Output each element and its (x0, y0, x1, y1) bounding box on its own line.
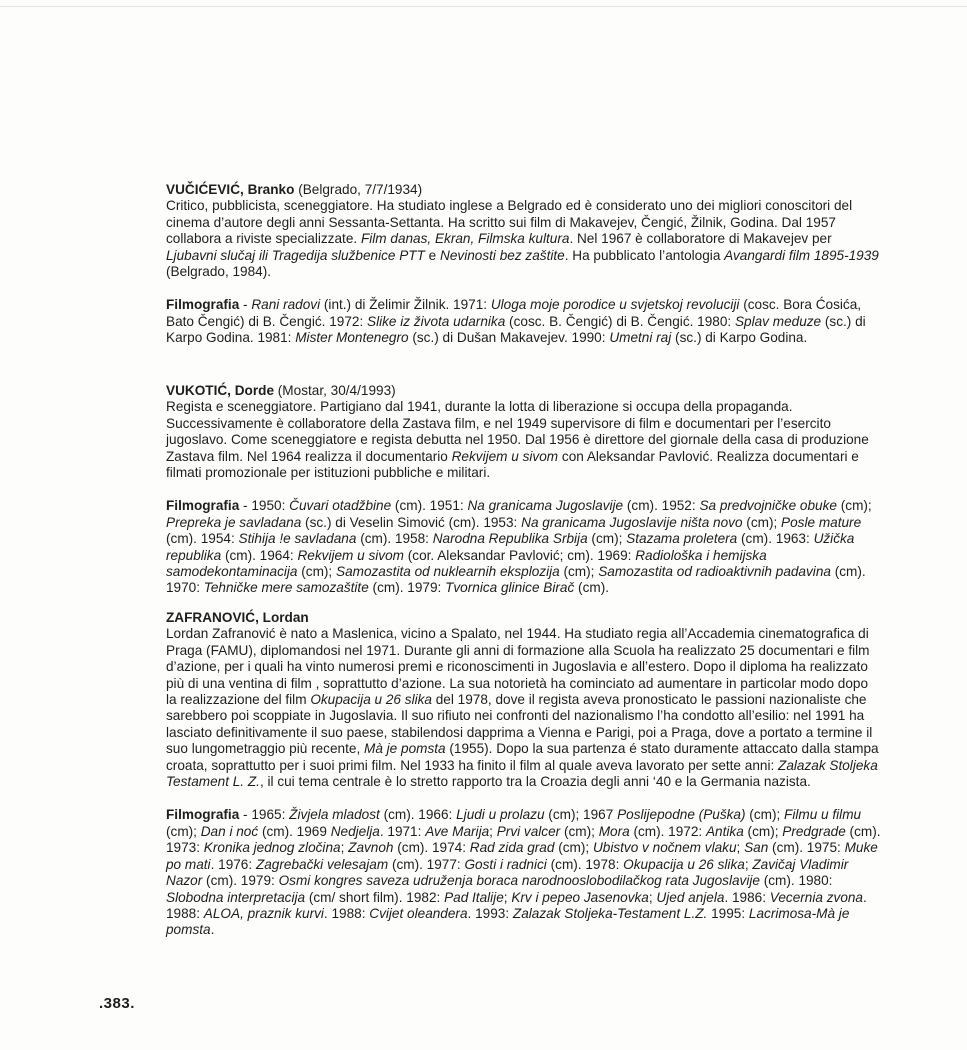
text-run: (cm); (297, 564, 336, 580)
italic-title-run: Lacrimosa-Mà je pomsta (166, 905, 850, 938)
italic-title-run: ALOA, praznik kurvi (203, 905, 324, 921)
italic-title-run: Živjela mladost (289, 807, 380, 823)
italic-title-run: Osmi kongres saveza udruženja boraca narodnooslobodilačkog rata Jugoslavije (278, 873, 760, 889)
text-run: (Belgrado, 1984). (166, 264, 272, 280)
italic-title-run: Na granicama Jugoslavije (467, 498, 624, 514)
text-run: . 1976: (210, 856, 256, 872)
text-run: . Nel 1967 è collaboratore di Makavejev per (569, 231, 832, 247)
text-run: 1995: (707, 905, 749, 921)
text-run: (cor. Aleksandar Pavlović; cm). 1969: (404, 547, 636, 563)
text-run: (cm). 1952: (623, 498, 700, 514)
italic-title-run: Slobodna interpretacija (166, 889, 306, 905)
text-run: (cm); (836, 498, 872, 514)
italic-title-run: Narodna Republika Srbija (432, 531, 588, 547)
italic-title-run: Čuvari otadžbine (289, 498, 392, 514)
text-run: (cm). 1963: (737, 531, 814, 547)
entry-filmography (166, 807, 882, 938)
filmography-label: Filmografia (166, 297, 240, 313)
text-run: (cm). 1980: (759, 873, 833, 889)
italic-title-run: Slike iz života udarnika (367, 313, 506, 329)
filmography-text (166, 498, 872, 595)
entry-meta: (Belgrado, 7/7/1934) (294, 182, 423, 197)
italic-title-run: Zagrebački velesajam (255, 856, 389, 872)
text-run: ; (744, 856, 753, 872)
entry-name: VUKOTIĆ, Dorde (166, 383, 274, 398)
italic-title-run: Tehničke mere samozaštite (203, 580, 369, 596)
entry-bio (166, 198, 882, 280)
entry-vucicevic (166, 182, 882, 347)
italic-title-run: Stihija !e savladana (238, 531, 357, 547)
text-run: (cm). 1970: (166, 564, 866, 596)
italic-title-run: Filmu u filmu (784, 807, 862, 823)
filmography-text (166, 807, 881, 937)
text-run: ; (340, 840, 349, 856)
text-run: (cm). 1973: (166, 823, 881, 856)
italic-title-run: Avangardi film 1895-1939 (724, 247, 879, 263)
entry-bio (166, 626, 882, 790)
italic-title-run: Krv i pepeo Jasenovka (511, 889, 649, 905)
italic-title-run: Umetni raj (609, 330, 672, 346)
italic-title-run: Rekvijem u sivom (297, 547, 404, 563)
italic-title-run: Rekvijem u sivom (451, 448, 559, 464)
italic-title-run: Predgrade (782, 823, 846, 839)
italic-title-run: Zavnoh (348, 840, 394, 856)
italic-title-run: Uloga moje porodice u svjetskoj revoluciji (490, 297, 740, 313)
text-run: (cm). 1975: (768, 840, 845, 856)
italic-title-run: Pad Italije (444, 889, 504, 905)
italic-title-run: Prvi valcer (496, 823, 561, 839)
entry-heading (166, 182, 882, 198)
italic-title-run: Muke po mati (166, 840, 878, 872)
italic-title-run: Užička republika (166, 531, 855, 563)
entry-heading (166, 610, 882, 626)
text-run: - (239, 297, 252, 313)
filmography-text (166, 297, 866, 345)
text-run: (cm); (560, 823, 599, 839)
text-run: (cm); (166, 823, 201, 839)
italic-title-run: Na granicama Jugoslavije ništa novo (521, 514, 743, 530)
italic-title-run: Samozastita od radioaktivnih padavina (598, 564, 831, 580)
italic-title-run: Splav meduze (734, 313, 822, 329)
text-run: (cm). (574, 580, 609, 596)
text-run: . (210, 922, 215, 938)
text-run: (cm); 1967 (544, 807, 618, 823)
italic-title-run: Posle mature (781, 514, 862, 530)
text-run: (cm); (559, 564, 599, 580)
text-run: ; (736, 840, 745, 856)
text-run: (cm). 1951: (391, 498, 468, 514)
text-run: (cm/ short film). 1982: (305, 889, 445, 905)
italic-title-run: Mà je pomsta (364, 741, 446, 757)
italic-title-run: Zavičaj Vladimir Nazor (166, 856, 849, 889)
italic-title-run: Poslijepodne (Puška) (617, 807, 746, 823)
text-run: (sc.) di Karpo Godina. (671, 330, 808, 346)
italic-title-run: Film danas, Ekran, Filmska kultura (360, 231, 570, 247)
italic-title-run: Stazama proletera (626, 531, 738, 547)
italic-title-run: Nevinosti bez zaštite (440, 247, 565, 263)
text-run: ; (648, 889, 657, 905)
italic-title-run: Nedjelja (330, 823, 380, 839)
text-run: (cm). 1979: (202, 873, 279, 889)
entry-heading (166, 383, 882, 399)
italic-title-run: Prepreka je savladana (166, 514, 302, 530)
italic-title-run: Dan i noć (200, 823, 259, 839)
text-run: - 1950: (239, 498, 290, 514)
text-run: . 1971: (379, 823, 426, 839)
entry-filmography (166, 297, 882, 346)
italic-title-run: Cvijet oleandera (369, 905, 468, 921)
text-run: . Ha pubblicato l’antologia (564, 247, 725, 263)
entry-name: VUČIĆEVIĆ, Branko (166, 182, 295, 197)
text-run: (sc.) di Karpo Godina. 1981: (166, 313, 866, 346)
italic-title-run: Zalazak Stoljeka-Testament L.Z. (512, 905, 708, 921)
entry-bio (166, 399, 882, 481)
text-run: (cm). 1979: (368, 580, 446, 596)
italic-title-run: San (744, 840, 769, 856)
text-run: ; (489, 823, 497, 839)
italic-title-run: Antika (705, 823, 744, 839)
text-run: (cm). 1969 (258, 823, 331, 839)
text-run: Critico, pubblicista, sceneggiatore. Ha studiato inglese a Belgrado ed è considerato uno dei migliori conoscitori del cinema d’autore degli anni Sessanta-Settanta. Ha scritto sui film di Makavejev, Čengić, Žilnik, Godina. Dal 1957 collabora a riviste specializzate. (166, 198, 853, 247)
italic-title-run: Mora (598, 823, 630, 839)
text-run: (cm). 1954: (166, 531, 239, 547)
entry-vukotic (166, 383, 882, 597)
text-run: del 1978, dove il regista aveva pronosticato le passioni nazionaliste che sarebbero poi scoppiate in Jugoslavia. Il suo rifiuto nei confronti del nazionalismo l’ha condotto all’esilio: nel 1991 ha lasciato definitivamente il suo paese, stabilendosi dapprima a Vienna e Parigi, poi a Praga, dove a portato a termine il suo lungometraggio più recente, (166, 692, 873, 757)
italic-title-run: Ubistvo v nočnem vlaku (592, 840, 737, 856)
text-run: . 1986: (724, 889, 770, 905)
text-run: (cm). 1958: (356, 531, 433, 547)
text-run: (cm). 1978: (546, 856, 624, 872)
entry-meta: (Mostar, 30/4/1993) (274, 383, 396, 398)
italic-title-run: Kronika jednog zločina (203, 840, 341, 856)
text-run: con Aleksandar Pavlović. Realizza documentari e filmati promozionale per istituzioni pubbliche e militari. (166, 448, 859, 481)
italic-title-run: Mister Montenegro (295, 330, 409, 346)
italic-title-run: Tvornica glinice Birač (445, 580, 575, 596)
text-run: . 1988: (166, 889, 867, 921)
filmography-label: Filmografia (166, 498, 240, 514)
filmography-label: Filmografia (166, 807, 240, 823)
text-run: (cm). 1964: (221, 547, 298, 563)
text-run: (cm); (743, 823, 783, 839)
italic-title-run: Ave Marija (425, 823, 490, 839)
text-run: (cosc. B. Čengić) di B. Čengić. 1980: (505, 313, 735, 329)
italic-title-run: Rani radovi (251, 297, 321, 313)
entry-zafranovic (166, 610, 882, 939)
italic-title-run: Okupacija u 26 slika (623, 856, 745, 872)
text-run: (cm). 1974: (393, 840, 470, 856)
entry-name: ZAFRANOVIĆ, Lordan (166, 610, 309, 625)
text-run: (sc.) di Dušan Makavejev. 1990: (408, 330, 610, 346)
text-run: - 1965: (239, 807, 290, 823)
text-run: Regista e sceneggiatore. Partigiano dal 1941, durante la lotta di liberazione si occupa della propaganda. Successivamente è collaboratore della Zastava film, e nel 1949 supervisore di film e documentari per l’esercito jugoslavo. Come sceneggiatore e regista debutta nel 1950. Dal 1956 è direttore del giornale della casa di produzione Zastava film. Nel 1964 realizza il documentario (166, 399, 869, 464)
text-run: . 1988: (323, 905, 370, 921)
entry-filmography (166, 498, 882, 596)
text-run: (cosc. Bora Ćosića, Bato Čengić) di B. Čengić. 1972: (166, 297, 862, 329)
italic-title-run: Radiološka i hemijska samodekontaminacija (166, 547, 767, 580)
text-run: (cm); (554, 840, 593, 856)
text-run: e (424, 247, 441, 263)
text-run: (int.) di Želimir Žilnik. 1971: (320, 297, 491, 313)
text-run: (cm); (742, 514, 782, 530)
text-run: (sc.) di Veselin Simović (cm). 1953: (301, 514, 522, 530)
text-run: ; (503, 889, 512, 905)
italic-title-run: Vecernia zvona (769, 889, 863, 905)
italic-title-run: Rad zida grad (469, 840, 555, 856)
italic-title-run: Gosti i radnici (464, 856, 547, 872)
italic-title-run: Samozastita od nuklearnih eksplozija (336, 564, 560, 580)
top-rule (0, 6, 967, 7)
italic-title-run: Ujed anjela (656, 889, 725, 905)
text-run: (cm); (587, 531, 627, 547)
text-run: Lordan Zafranović è nato a Maslenica, vicino a Spalato, nel 1944. Ha studiato regia all’Accademia cinematografica di Praga (FAMU), diplomandosi nel 1971. Durante gli anni di formazione alla Scuola ha realizzato 25 documentari e film d’azione, per i quali ha vinto numerosi premi e riconoscimenti in Jugoslavia e all’estero. Dopo il diploma ha realizzato più di una ventina di film , soprattutto d’azione. La sua notorietà ha cominciato ad aumentare in particolar modo dopo la realizzazione del film (166, 626, 870, 708)
page-number: .383. (99, 995, 135, 1012)
text-run: (cm). 1977: (388, 856, 465, 872)
text-run: (cm). 1966: (379, 807, 457, 823)
text-run: . 1993: (467, 905, 513, 921)
italic-title-run: Okupacija u 26 slika (310, 692, 432, 708)
italic-title-run: Sa predvojničke obuke (699, 498, 837, 514)
text-run: (1955). Dopo la sua partenza é stato duramente attaccato dalla stampa croata, soprattutto per i suoi primi film. Nel 1933 ha finito il film al quale aveva lavorato per sette anni: (166, 741, 879, 773)
italic-title-run: Ljudi u prolazu (456, 807, 545, 823)
italic-title-run: Zalazak Stoljeka Testament L. Z. (166, 757, 878, 790)
text-run: (cm); (745, 807, 785, 823)
text-run: , il cui tema centrale è lo stretto rapporto tra la Croazia degli anni ‘40 e la Germania nazista. (259, 774, 811, 790)
text-run: (cm). 1972: (629, 823, 706, 839)
italic-title-run: Ljubavni slučaj ili Tragedija službenice PTT (166, 247, 425, 263)
